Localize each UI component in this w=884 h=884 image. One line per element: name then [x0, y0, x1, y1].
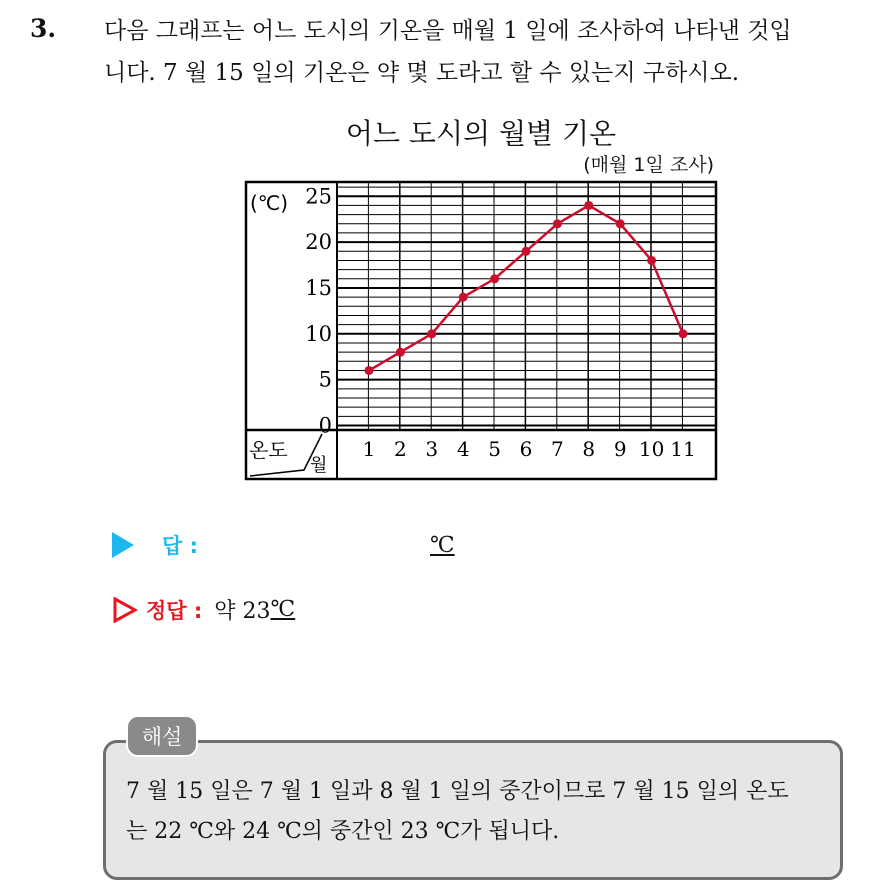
y-tick-label: 5 [318, 367, 332, 392]
x-tick-label: 8 [582, 437, 596, 461]
corner-label-temperature: 온도 [249, 438, 288, 462]
question-number: 3. [30, 14, 57, 43]
data-point [459, 293, 468, 302]
x-tick-label: 1 [362, 437, 376, 461]
x-tick-label: 2 [394, 437, 407, 461]
x-tick-label: 11 [670, 437, 696, 461]
solution-row [112, 594, 295, 625]
explanation-line-2: 는 22 ℃와 24 ℃의 중간인 23 ℃가 됩니다. [126, 819, 560, 844]
y-tick-label: 25 [305, 184, 332, 209]
answer-label: 답 : [162, 534, 198, 558]
data-point [616, 219, 625, 228]
y-tick-label: 0 [318, 413, 332, 438]
x-tick-label: 9 [613, 437, 627, 461]
solution-value: 약 23 [214, 599, 271, 624]
data-point [365, 366, 374, 375]
data-point [584, 201, 593, 210]
y-tick-labels [305, 184, 332, 437]
y-tick-label: 15 [305, 275, 332, 300]
outline-triangle-icon [112, 597, 138, 623]
chart-grid [337, 182, 716, 430]
answer-unit: ℃ [430, 532, 455, 558]
x-tick-label: 10 [638, 437, 665, 461]
x-tick-label: 6 [519, 437, 533, 461]
x-tick-labels [363, 437, 696, 461]
solution-unit: ℃ [270, 597, 296, 622]
explanation-text [126, 772, 836, 852]
y-unit-label: (℃) [250, 191, 289, 215]
explanation-tab: 해설 [126, 715, 198, 757]
question-line-2: 니다. 7 월 15 일의 기온은 약 몇 도라고 할 수 있는지 구하시오. [104, 60, 740, 86]
chart-subtitle: (매월 1일 조사) [583, 154, 714, 176]
x-tick-label: 3 [425, 437, 439, 461]
data-point [553, 219, 562, 228]
data-point [396, 348, 405, 357]
x-tick-label: 7 [551, 437, 564, 461]
x-tick-label: 5 [488, 437, 501, 461]
explanation-line-1: 7 월 15 일은 7 월 1 일과 8 월 1 일의 중간이므로 7 월 15 일의 온도 [126, 779, 789, 804]
chart-title: 어느 도시의 월별 기온 [345, 117, 617, 150]
corner-label-month: 월 [310, 455, 328, 476]
question-line-1: 다음 그래프는 어느 도시의 기온을 매월 1 일에 조사하여 나타낸 것입 [104, 18, 792, 44]
y-tick-label: 10 [305, 321, 332, 346]
data-point [522, 247, 531, 256]
play-triangle-icon [112, 532, 134, 558]
solution-label: 정답 : [146, 598, 203, 623]
data-point [647, 256, 656, 265]
data-point [427, 329, 436, 338]
y-tick-label: 20 [305, 230, 332, 255]
data-point [490, 274, 499, 283]
data-point [679, 329, 688, 338]
answer-row [112, 530, 455, 560]
x-tick-label: 4 [456, 437, 470, 461]
